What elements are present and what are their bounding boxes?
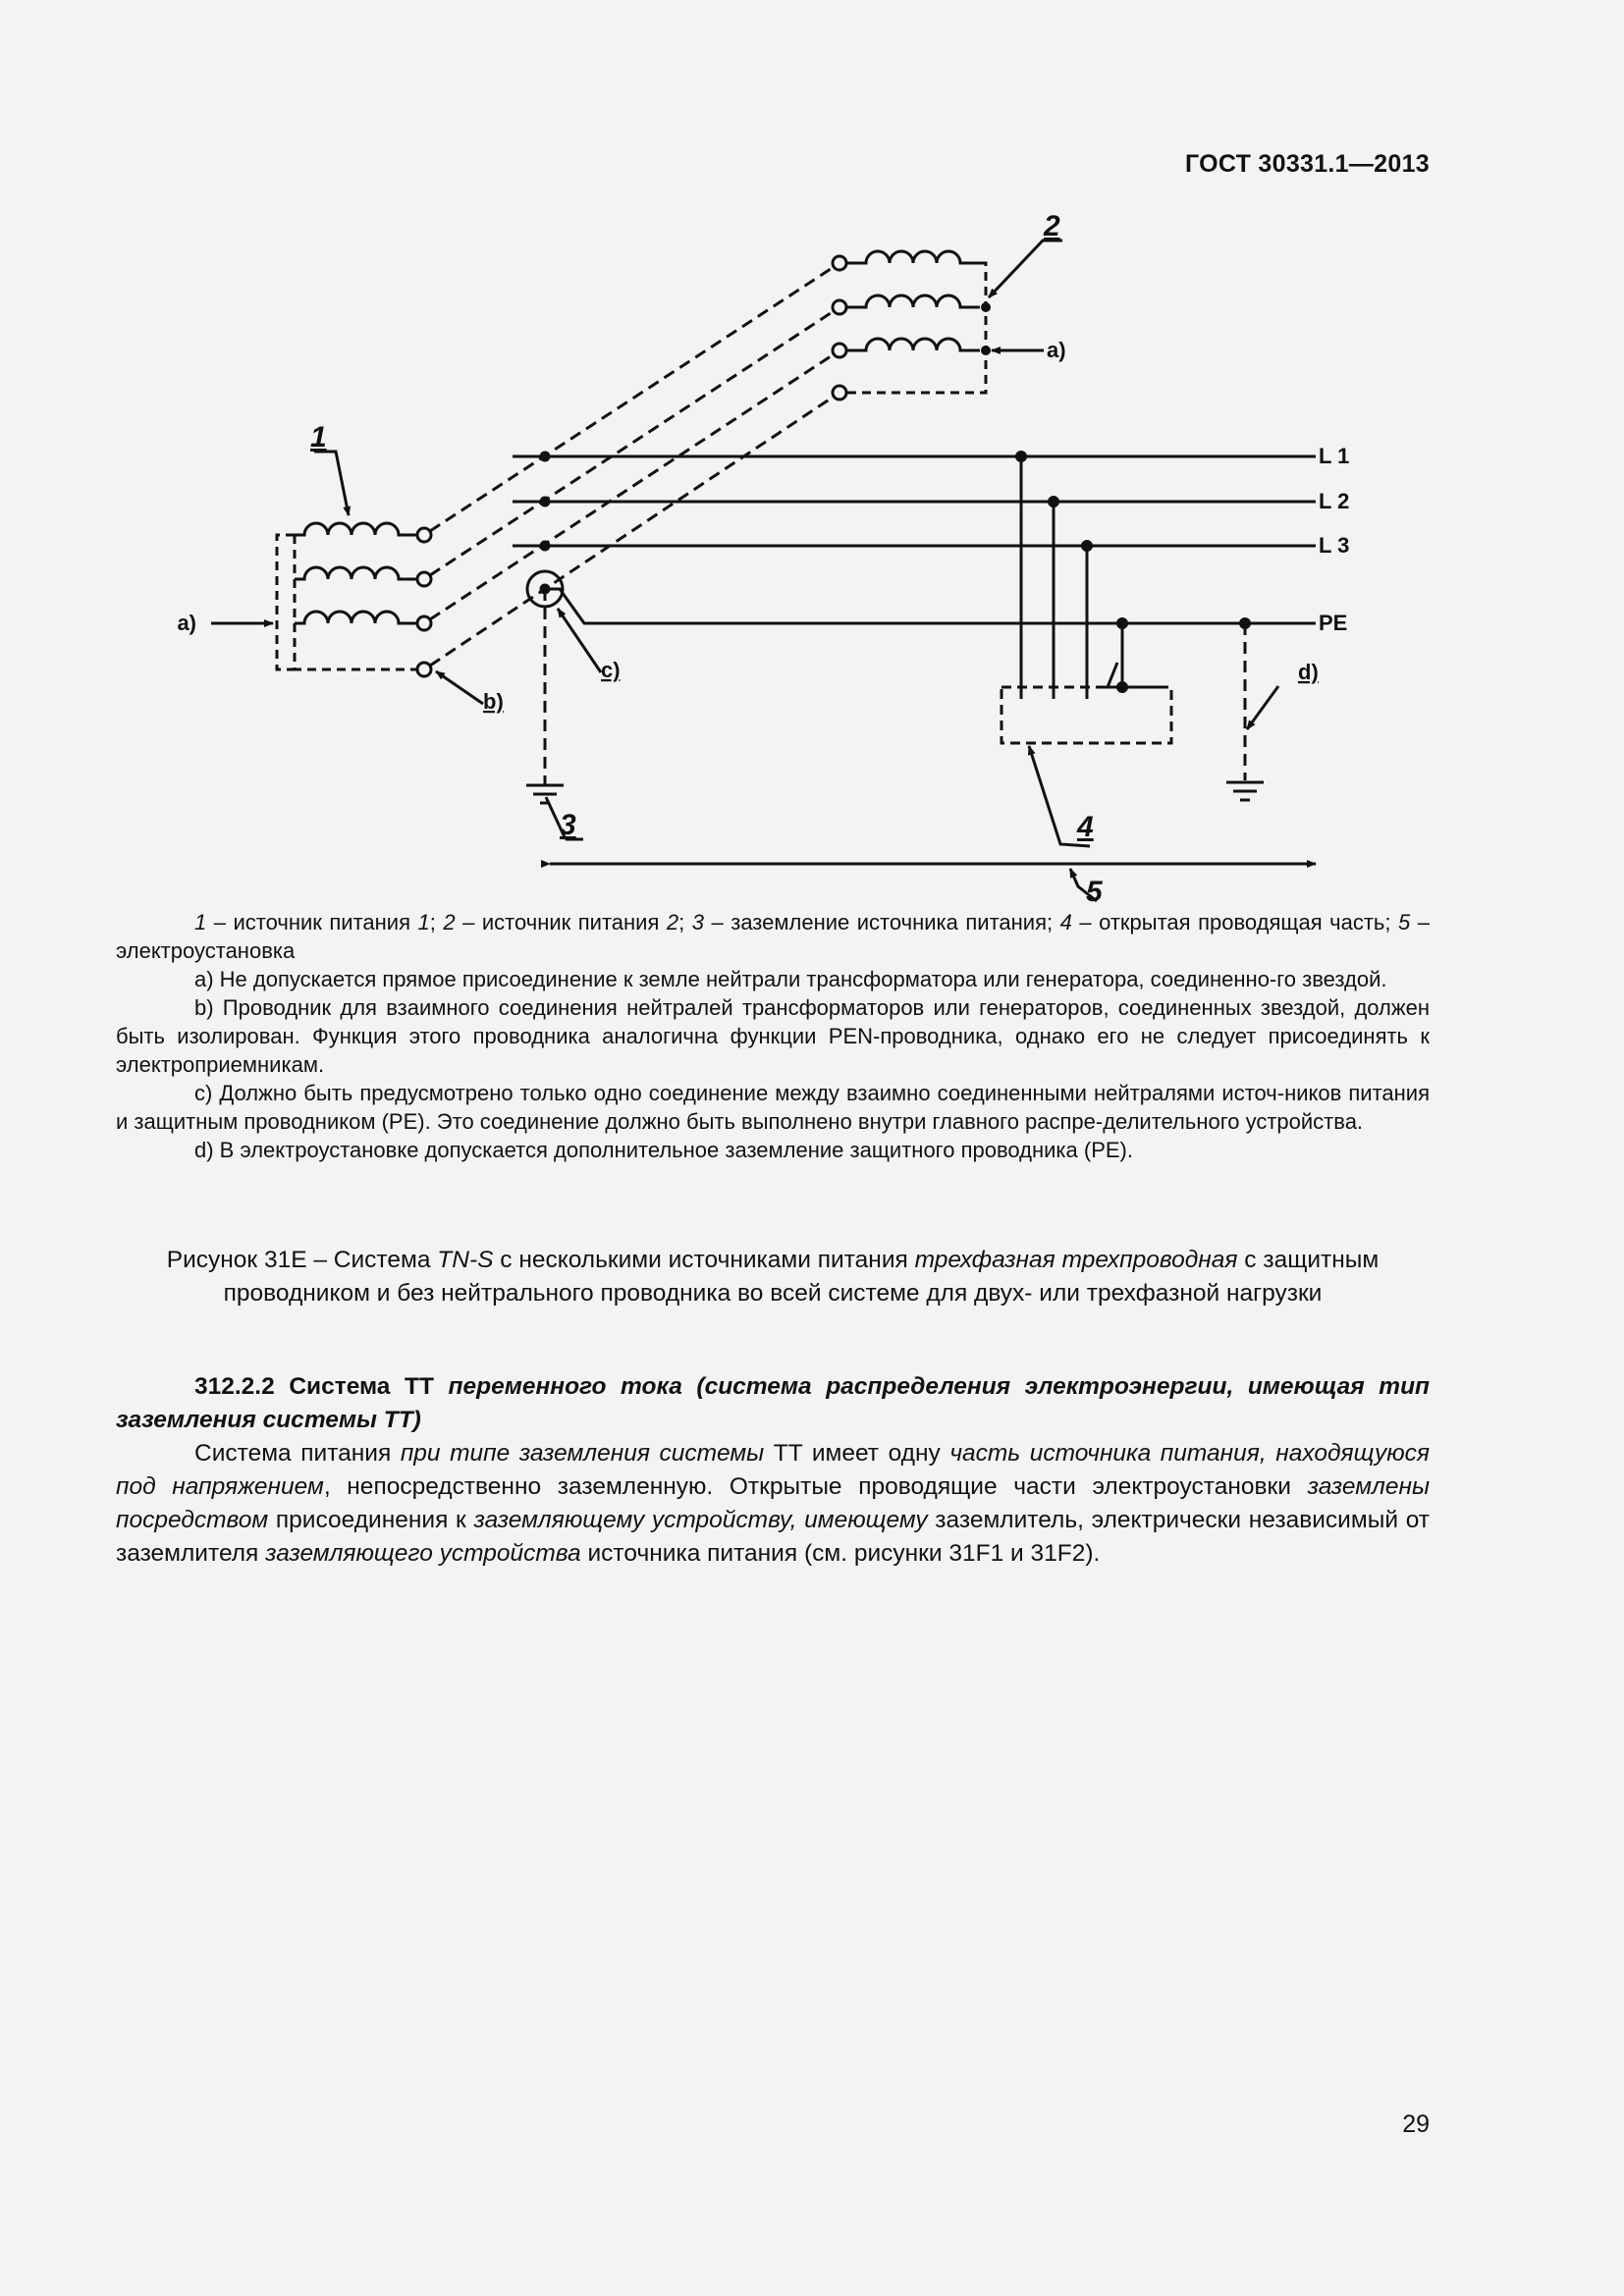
source-2-terminal-2 (833, 300, 846, 314)
source-2-coil-2 (846, 295, 980, 307)
figure-caption: Рисунок 31E – Система TN-S с несколькими источниками питания трехфазная трехпроводная с защитным проводником и без нейтрального проводника во всей системе для двух- или трехфазной нагрузки (166, 1247, 1380, 1307)
source-2-transformer (833, 251, 990, 400)
source-1-neutral-terminal (417, 663, 431, 676)
note-c: c) Должно быть предусмотрено только одно соединение между взаимно соединенными нейтралями источ-ников питания и защитным проводником (PE). Это соединение должно быть выполнено внутри главного распре-делительного устройства. (116, 1081, 1430, 1134)
section-body: Система питания при типе заземления системы TT имеет одну часть источника питания, находящуюся под напряжением, непосредственно заземленную. Открытые проводящие части электроустановки заземлены посредством присоединения к заземляющему устройству, имеющему заземлитель, электрически независимый от заземлителя заземляющего устройства источника питания (см. рисунки 31F1 и 31F2). (116, 1440, 1430, 1567)
note-b: b) Проводник для взаимного соединения нейтралей трансформаторов или генераторов, соединенных звездой, должен быть изолирован. Функция этого проводника аналогична функции PEN-проводника, однако его не следует присоединять к электроприемникам. (116, 995, 1430, 1077)
source-interconnections (430, 267, 834, 666)
source-1-terminal-1 (417, 528, 431, 542)
source-earth-symbol (526, 785, 564, 803)
source-2-star-bus (846, 263, 986, 393)
section-title: 312.2.2 Система TT переменного тока (система распределения электроэнергии, имеющая тип заземления системы TT) (116, 1373, 1431, 1433)
pe-disconnect-link (1100, 663, 1164, 687)
document-code: ГОСТ 30331.1—2013 (1184, 150, 1430, 178)
source-2-coil-3 (846, 339, 980, 350)
label-source-2: 2 (1044, 210, 1060, 242)
note-d: d) В электроустановке допускается дополнительное заземление защитного проводника (PE). (194, 1138, 1133, 1162)
source-1-star-bus (295, 535, 422, 669)
label-source-1: 1 (310, 421, 327, 454)
source-2-terminal-1 (833, 256, 846, 270)
section-312-2-2 (116, 1370, 1430, 1571)
label-note-b: b) (483, 689, 504, 714)
additional-earth-symbol (1226, 782, 1264, 800)
note-a: a) Не допускается прямое присоединение к земле нейтрали трансформатора или генератора, соединенно-го звездой. (194, 967, 1387, 991)
label-note-d: d) (1298, 660, 1319, 684)
legend-key: 1 – источник питания 1; 2 – источник питания 2; 3 – заземление источника питания; 4 – открытая проводящая часть; 5 – электроустановка (116, 910, 1430, 963)
source-1-coil-3 (295, 612, 418, 623)
label-note-a-right: a) (1047, 338, 1066, 362)
label-l1: L 1 (1319, 444, 1350, 468)
label-exposed-part-4: 4 (1077, 811, 1094, 843)
tn-s-circuit-diagram (0, 0, 1624, 903)
label-earthing-3: 3 (560, 809, 576, 841)
source-1-coil-1 (295, 523, 418, 535)
source-2-neutral-terminal (833, 386, 846, 400)
source-1-terminal-3 (417, 616, 431, 630)
pe-conductor (545, 589, 1316, 623)
source-2-coil-1 (846, 251, 980, 263)
label-note-a-left: a) (177, 611, 196, 635)
label-l3: L 3 (1319, 533, 1350, 558)
page-number: 29 (1402, 2110, 1430, 2138)
label-pe: PE (1319, 611, 1348, 635)
source-1-coil-2 (295, 567, 418, 579)
source-1-terminal-2 (417, 572, 431, 586)
source-1-transformer (277, 523, 431, 676)
figure-legend (116, 908, 1430, 1164)
label-note-c: c) (601, 658, 621, 682)
source-2-terminal-3 (833, 344, 846, 357)
label-installation-5: 5 (1086, 876, 1103, 903)
label-l2: L 2 (1319, 489, 1350, 513)
